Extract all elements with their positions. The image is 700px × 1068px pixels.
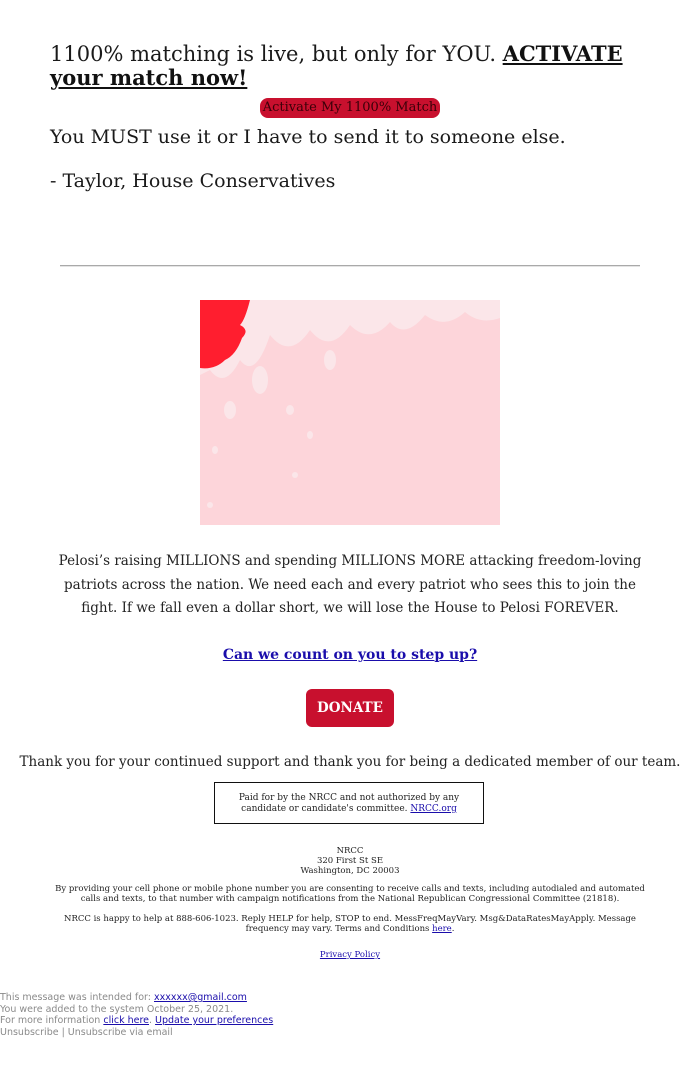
- activate-match-button[interactable]: Activate My 1100% Match: [260, 98, 441, 118]
- count-on-you: [0, 647, 700, 663]
- footer: [0, 992, 400, 1038]
- paid-for-disclaimer: [214, 782, 484, 824]
- divider: [60, 265, 640, 267]
- help-text: [48, 915, 652, 934]
- footer-added: You were added to the system October 25, 2021.: [0, 1003, 234, 1015]
- help-end: .: [451, 923, 455, 934]
- donate-button[interactable]: DONATE: [306, 689, 394, 727]
- terms-link[interactable]: here: [432, 923, 452, 934]
- address-street: 320 First St SE: [316, 856, 384, 866]
- unsubscribe-text[interactable]: Unsubscribe | Unsubscribe via email: [0, 1026, 173, 1038]
- disclaimer-text: Paid for by the NRCC and not authorized by any candidate or candidate's committee.: [238, 793, 460, 814]
- thanks-text: Thank you for your continued support and thank you for being a dedicated member of our team.: [19, 754, 681, 770]
- more-prefix: For more information: [0, 1015, 104, 1026]
- activate-link[interactable]: ACTIVATE your match now!: [50, 41, 623, 90]
- privacy-policy-link[interactable]: Privacy Policy: [319, 950, 381, 960]
- headline-text: 1100% matching is live, but only for YOU.: [50, 42, 503, 66]
- count-on-you-link[interactable]: Can we count on you to step up?: [222, 647, 478, 663]
- body-copy: Pelosi’s raising MILLIONS and spending MILLIONS MORE attacking freedom-loving patriots across the nation. We need each and every patriot who sees this to join the fight. If we fall even a dollar short, we will lose the House to Pelosi FOREVER.: [58, 553, 642, 616]
- footer-sep: .: [149, 1015, 156, 1026]
- nrcc-link[interactable]: NRCC.org: [410, 803, 457, 814]
- footer-more-info: [0, 1015, 400, 1027]
- recipient-email-link[interactable]: xxxxxx@gmail.com: [154, 992, 247, 1003]
- click-here-link[interactable]: click here: [103, 1015, 149, 1026]
- footer-intended: [0, 992, 400, 1004]
- help-body: NRCC is happy to help at 888-606-1023. Reply HELP for help, STOP to end. MessFreqMayVary. Msg&DataRatesMayApply. Message frequency may vary. Terms and Conditions: [64, 914, 636, 934]
- must-use-text: You MUST use it or I have to send it to someone else.: [50, 126, 566, 148]
- mailing-address: [0, 846, 700, 876]
- privacy: [0, 950, 700, 960]
- hero-image: [200, 300, 500, 525]
- headline: [50, 42, 650, 90]
- sms-consent: By providing your cell phone or mobile phone number you are consenting to receive calls and texts, including autodialed and automated calls and texts, to that number with campaign notifications from the National Republican Congressional Committee (21818).: [55, 884, 645, 904]
- address-city: Washington, DC 20003: [300, 866, 400, 876]
- address-org: NRCC: [336, 846, 364, 856]
- update-preferences-link[interactable]: Update your preferences: [155, 1015, 274, 1026]
- signature: - Taylor, House Conservatives: [50, 170, 336, 192]
- cta-row: [0, 96, 700, 118]
- intended-prefix: This message was intended for:: [0, 992, 154, 1003]
